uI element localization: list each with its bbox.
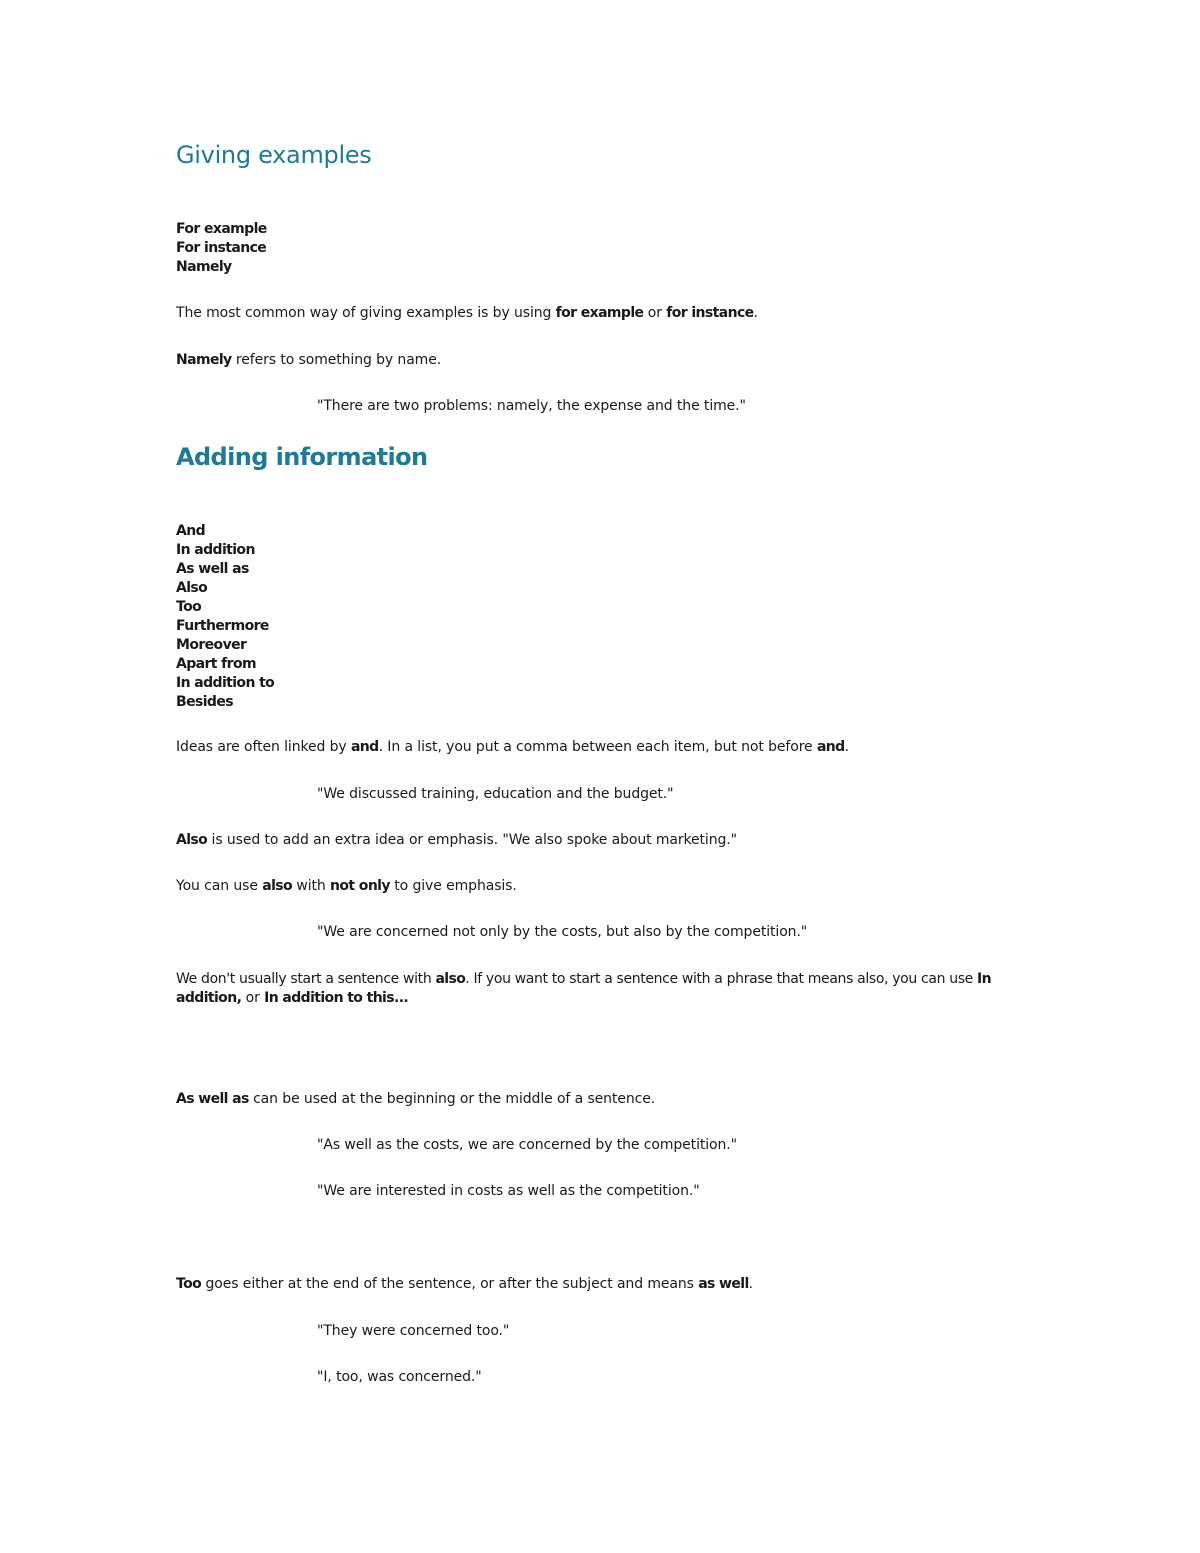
text-run: Ideas are often linked by [176,739,351,755]
text-run: . [844,739,849,755]
term-item: Moreover [176,637,247,653]
text-run: or [241,990,265,1006]
term-item: Namely [176,259,232,275]
term-item: As well as [176,561,249,577]
example-quote: "We are concerned not only by the costs, but also by the competition." [317,924,808,940]
term-list-adding [176,522,274,712]
text-run: can be used at the beginning or the middle of a sentence. [248,1091,656,1107]
term-item: For example [176,221,267,237]
term-item: Furthermore [176,618,269,634]
term-item: For instance [176,240,267,256]
paragraph [176,831,737,850]
bold-term: also [435,971,466,987]
bold-term: as well [698,1276,749,1292]
bold-term: and [816,739,845,755]
text-run: . If you want to start a sentence with a phrase that means also, you can use [465,971,978,987]
bold-term: Namely [176,352,232,368]
text-run: or [643,305,667,321]
paragraph [176,304,758,323]
term-item: Too [176,599,202,615]
term-list-examples [176,220,267,277]
example-quote: "There are two problems: namely, the expense and the time." [317,398,746,414]
bold-term: addition, [176,990,242,1006]
heading-giving-examples: Giving examples [176,141,372,169]
text-run: . [753,305,758,321]
bold-term: Also [176,832,208,848]
paragraph-continuation [176,989,408,1008]
term-item: Besides [176,694,233,710]
text-run: refers to something by name. [231,352,442,368]
example-quote: "As well as the costs, we are concerned by the competition." [317,1137,737,1153]
bold-term: for instance [666,305,754,321]
bold-term: also [262,878,293,894]
example-quote: "We discussed training, education and the budget." [317,786,674,802]
bold-term: In addition to this... [264,990,409,1006]
text-run: The most common way of giving examples is by using [176,305,556,321]
example-quote: "We are interested in costs as well as the competition." [317,1183,700,1199]
bold-term: Too [176,1276,202,1292]
text-run: . In a list, you put a comma between each item, but not before [378,739,817,755]
text-run: with [292,878,331,894]
term-item: In addition [176,542,255,558]
bold-term: for example [555,305,644,321]
text-run: goes either at the end of the sentence, or after the subject and means [201,1276,699,1292]
term-item: And [176,523,206,539]
paragraph [176,351,441,370]
paragraph [176,738,849,757]
paragraph [176,877,517,896]
term-item: Apart from [176,656,256,672]
bold-term: In [977,971,992,987]
text-run: to give emphasis. [389,878,517,894]
paragraph [176,1090,655,1109]
term-item: Also [176,580,208,596]
bold-term: not only [330,878,390,894]
paragraph [176,1275,753,1294]
bold-term: As well as [176,1091,249,1107]
text-run: is used to add an extra idea or emphasis. "We also spoke about marketing." [207,832,737,848]
example-quote: "They were concerned too." [317,1323,510,1339]
bold-term: and [350,739,379,755]
example-quote: "I, too, was concerned." [317,1369,482,1385]
term-item: In addition to [176,675,275,691]
text-run: . [748,1276,754,1292]
text-run: You can use [176,878,263,894]
paragraph [176,970,991,989]
heading-adding-information: Adding information [176,443,428,471]
text-run: We don't usually start a sentence with [176,971,436,987]
